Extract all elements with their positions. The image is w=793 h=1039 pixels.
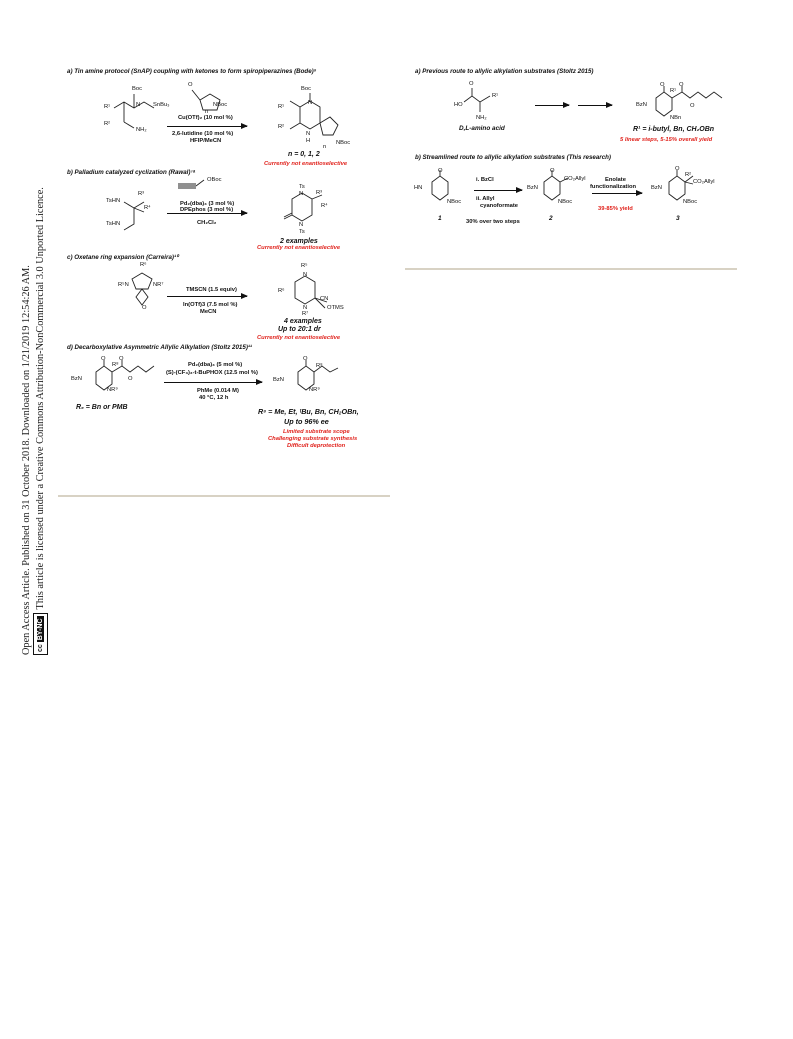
sub-a-r1-label: R¹ [670,88,677,94]
compound-3-structure [655,168,705,213]
license-line-1: Open Access Article. Published on 31 October 2018. Downloaded on 1/21/2019 12:54:26 AM. [21,265,32,655]
scheme-c-result-2: Up to 20:1 dr [278,326,321,333]
step-2-yield: 39-85% yield [598,206,633,212]
diamine-tshn2-label: TsHN [106,221,121,227]
arrow-b-step-1 [474,190,522,191]
sub-a-nbn-label: NBn [670,115,682,121]
snap-nh2-label: NH₂ [136,127,147,133]
step-2b: functionalization [590,184,637,190]
license-line-2-text: This article is licensed under a Creative Commons Attribution-NonCommercial 3.0 Unported Licence. [34,187,46,610]
license-line-2 [33,187,48,655]
ketone-o-label: O [188,82,193,88]
aa-r1-label: R¹ [492,93,499,99]
product-a-n-label: N [308,100,313,106]
product-c-n-label: N [303,272,308,278]
snap-r2-label: R² [104,121,111,127]
piperazine-c-structure [283,268,343,323]
oxetane-o-label: O [142,305,147,311]
product-c-cn-label: CN [320,296,329,302]
sub-a-o2-label: O [679,82,684,88]
product-a-n-index-label: n [323,144,327,150]
right-scheme-a-caption: a) Previous route to allylic alkylation substrates (Stoltz 2015) [415,68,594,75]
aa-name: D,L-amino acid [459,125,505,132]
step-1c: cyanoformate [480,203,519,209]
scheme-c-caption: c) Oxetane ring expansion (Carreira)¹⁰ [67,254,179,261]
scheme-b-reagent-2: DPEphos (3 mol %) [180,207,234,213]
cmpd2-bzn-label: BzN [527,185,538,191]
left-figure-divider [58,495,390,497]
cmpd2-co2allyl-label: CO₂Allyl [564,176,586,182]
right-scheme-a-result: R¹ = i-butyl, Bn, CH₂OBn [633,126,715,133]
product-b-n-label: N [299,191,304,197]
reaction-arrow-a [167,126,247,127]
snap-reagent-structure [100,80,160,140]
cmpd3-co2allyl-label: CO₂Allyl [693,179,715,185]
oxetane-r5n-label: R⁵N [118,282,129,288]
product-d-o-label: O [303,356,308,362]
product-a-n2-label: N [306,131,311,137]
scheme-b-reagent-1: Pd₂(dba)₃ (3 mol %) [180,201,235,207]
right-figure-divider [405,268,737,270]
diamine-tshn-label: TsHN [106,198,121,204]
reaction-arrow-d [164,382,262,383]
snap-snbu3-label: SnBu₃ [153,102,170,108]
diamine-r4-label: R⁴ [144,205,151,211]
scheme-d-result-2: Up to 96% ee [284,417,329,426]
spiropiperazine-structure [270,85,350,160]
sm-d-o1-label: O [101,356,106,362]
oxetane-nr7-label: NR⁷ [153,282,164,288]
sm-d-o2-label: O [119,356,124,362]
product-c-n2-label: N [303,305,308,311]
product-b-n2-label: N [299,222,304,228]
step-2a: Enolate [605,177,626,183]
compound-1-number: 1 [438,215,442,222]
scheme-c-reagent-1: TMSCN (1.5 equiv) [186,287,237,293]
cmpd3-o-label: O [675,166,680,172]
arrow-b-step-2 [592,193,642,194]
product-a-r1-label: R¹ [278,104,285,110]
sm-d-bzn-label: BzN [71,376,82,382]
scheme-d-note-1: Limited substrate scope [283,429,350,435]
right-scheme-b-caption: b) Streamlined route to allylic alkylation substrates (This research) [415,154,611,161]
product-b-r4-label: R⁴ [321,203,328,209]
sub-a-o1-label: O [660,82,665,88]
sm-d-r8-label: R⁸ [112,362,119,368]
scheme-c-result-1: 4 examples [284,318,322,325]
cc-icon: cc [37,644,44,652]
step-1a: i. BzCl [476,177,494,183]
scheme-d-reagent-2: (S)-(CF₃)₃-t-BuPHOX (12.5 mol %) [166,370,258,376]
scheme-a-reagent-1: Cu(OTf)₂ (10 mol %) [178,115,233,121]
compound-1-structure [418,168,463,213]
scheme-d-note-3: Difficult deprotection [287,443,346,449]
license-text [20,187,48,655]
scheme-b-note: Currently not enantioselective [257,245,341,251]
snap-boc-label: Boc [132,86,142,92]
snap-n-label: N [136,102,141,108]
snap-r1-label: R¹ [104,104,111,110]
scheme-d-sm-note: R₉ = Bn or PMB [76,404,128,411]
scheme-d-note-2: Challenging substrate synthesis [268,436,358,442]
reaction-arrow-c [167,296,247,297]
scheme-d-reagent-4: 40 °C, 12 h [199,395,229,401]
cmpd2-nboc-label: NBoc [558,199,573,205]
step-1-yield: 30% over two steps [466,219,520,225]
arrow-a-step-2 [578,105,612,106]
product-b-ts2-label: Ts [299,229,305,235]
product-d-nr9-label: NR⁹ [309,387,320,393]
scheme-a-result: n = 0, 1, 2 [288,151,320,158]
product-a-r2-label: R² [278,124,285,130]
piperazine-b-structure [280,185,330,240]
license-sidebar [0,0,46,1039]
scheme-b-result: 2 examples [280,238,318,245]
cmpd1-hn-label: HN [414,185,423,191]
scheme-a-note: Currently not enantioselective [264,161,348,167]
scheme-a-reagent-3: HFIP/MeCN [190,138,222,144]
scheme-c-reagent-2: In(OTf)3 (7.5 mol %) [183,302,238,308]
cmpd1-nboc-label: NBoc [447,199,462,205]
scheme-b-reagent-3: CH₂Cl₂ [197,220,217,226]
ketone-n-label: n [205,109,209,115]
scheme-d-result-1: R⁸ = Me, Et, ᵗBu, Bn, CH₂OBn, [258,407,359,416]
cmpd3-r2-label: R² [685,172,692,178]
diamine-r3-label: R³ [138,191,145,197]
scheme-b-caption: b) Palladium catalyzed cyclization (Rawal)⁷ᵃ [67,169,196,176]
reaction-arrow-b [167,213,247,214]
cmpd1-o-label: O [438,168,443,174]
step-1b: ii. Allyl [476,196,495,202]
propargyl-oboc-label: OBoc [207,177,222,183]
cmpd2-o-label: O [550,168,555,174]
compound-3-number: 3 [676,215,680,222]
product-a-h-label: H [306,138,311,144]
ketone-nboc-label: NBoc [213,102,228,108]
product-c-otms-label: OTMS [327,305,344,311]
scheme-a-reagent-2: 2,6-lutidine (10 mol %) [172,131,234,137]
stoltz-substrate-structure [640,84,750,129]
product-b-r3-label: R³ [316,190,323,196]
aa-ho-label: HO [454,102,463,108]
scheme-c-note: Currently not enantioselective [257,335,341,341]
scheme-c-reagent-3: MeCN [200,309,217,315]
spiro-oxetane-structure [118,265,168,325]
scheme-d-caption: d) Decarboxylative Asymmetric Allylic Alkylation (Stoltz 2015)¹¹ [67,344,252,351]
cmpd3-bzn-label: BzN [651,185,662,191]
cmpd3-nboc-label: NBoc [683,199,698,205]
by-nc-icon: BY-NC [37,618,44,641]
product-c-r7-label: R⁷ [302,311,309,317]
arrow-a-step-1 [535,105,569,106]
cc-by-nc-badge[interactable] [33,613,48,655]
compound-2-number: 2 [549,215,553,222]
right-scheme-a-note: 5 linear steps, 5-15% overall yield [620,137,713,143]
aa-o-label: O [469,81,474,87]
aa-nh2-label: NH₂ [476,115,487,121]
product-b-ts-label: Ts [299,184,305,190]
product-c-r6-label: R⁶ [278,288,285,294]
sub-a-o3-label: O [690,103,695,109]
sm-d-nr9-label: NR⁹ [107,387,118,393]
product-d-bzn-label: BzN [273,377,284,383]
product-a-nboc-label: NBoc [336,140,351,146]
product-c-r5-label: R⁵ [301,263,308,269]
product-d-r8-label: R⁸ [316,363,323,369]
scheme-d-reagent-3: PhMe (0.014 M) [197,388,239,394]
product-a-boc-label: Boc [301,86,311,92]
scheme-d-reagent-1: Pd₂(dba)₃ (5 mol %) [188,362,243,368]
oxetane-r6-label: R⁶ [140,262,147,268]
allyl-ester-structure [80,358,170,398]
scheme-a-caption: a) Tin amine protocol (SnAP) coupling with ketones to form spiropiperazines (Bode)⁹ [67,68,317,75]
sm-d-o3-label: O [128,376,133,382]
sub-a-bzn-label: BzN [636,102,647,108]
